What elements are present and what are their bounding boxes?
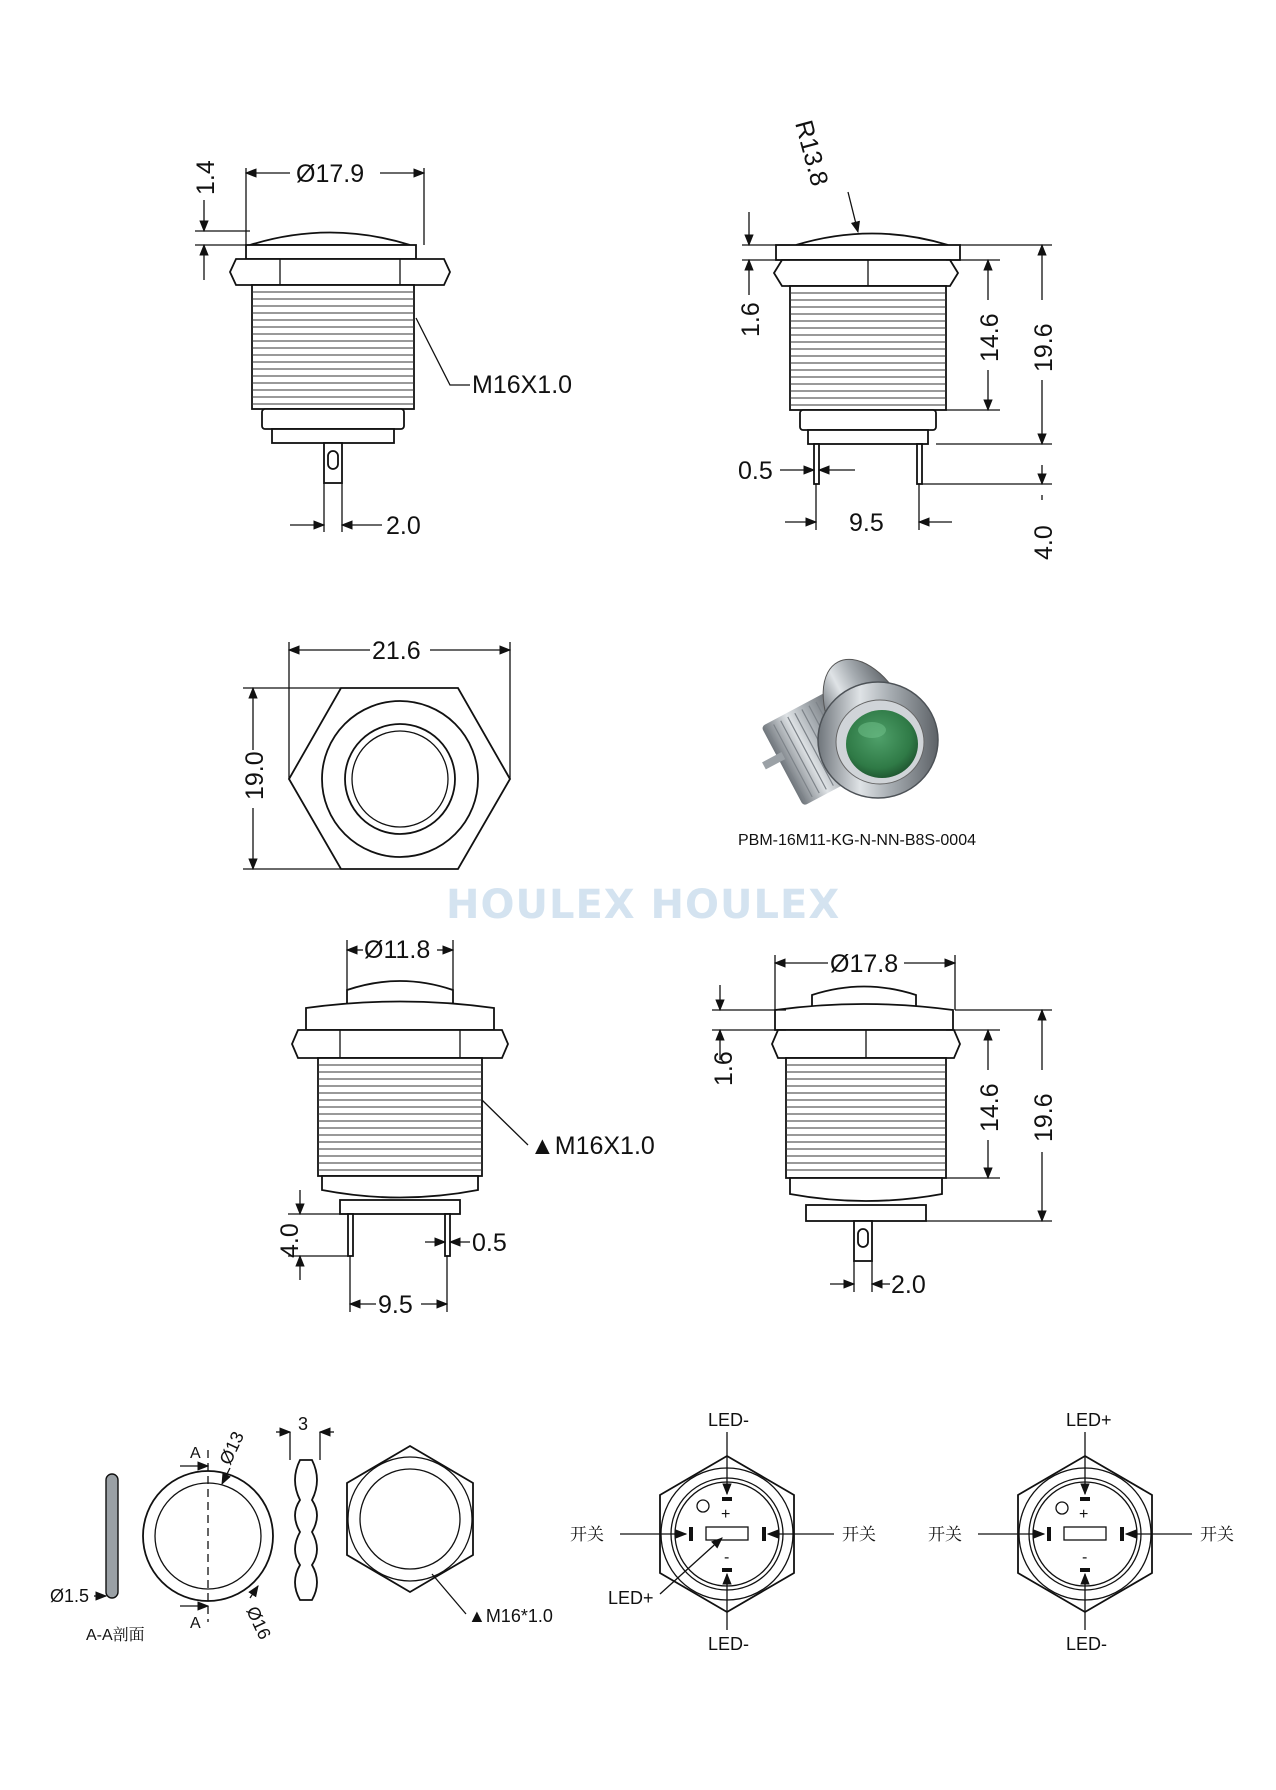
dim-total-height: 19.6 [1030,1093,1058,1142]
polarity-plus: + [1079,1506,1089,1523]
dim-pin-thickness: 0.5 [738,457,773,485]
dim-outer-diameter: Ø17.9 [296,160,365,188]
dim-thickness: 3 [298,1414,309,1434]
dim-pin-length: 4.0 [1030,525,1058,560]
view-front-middle-right [710,950,1058,1299]
thread-spec: M16X1.0 [472,371,573,399]
view-front-top-left [192,160,572,540]
cut-label-bottom: A [190,1615,201,1632]
nut-view [347,1446,553,1626]
dim-head-height: 1.4 [192,160,220,195]
green-cap [846,710,918,778]
label-right: 开关 [842,1525,876,1545]
view-side-top-right [737,117,1058,560]
cut-label-top: A [190,1445,201,1462]
label-top: LED- [708,1410,750,1430]
polarity-plus: + [721,1506,731,1523]
label-bottom: LED- [708,1634,750,1654]
polarity-minus: - [724,1549,730,1566]
dim-flange: 1.6 [710,1051,738,1086]
label-left: 开关 [928,1525,962,1545]
view-front-middle-left [276,936,655,1319]
dim-hex-width: 21.6 [372,637,421,665]
dim-pin-length: 4.0 [276,1223,304,1258]
wiring-diagram-1 [570,1410,876,1654]
view-hex-top [241,637,510,869]
wiring-diagram-2 [928,1410,1234,1654]
label-right: 开关 [1200,1525,1234,1545]
dim-pin-pitch: 9.5 [849,509,884,537]
part-number: PBM-16M11-KG-N-NN-B8S-0004 [738,832,976,849]
label-top: LED+ [1066,1410,1112,1430]
dim-body-height: 14.6 [976,313,1004,362]
thread-spec: ▲M16*1.0 [468,1606,553,1626]
dim-pin-pitch: 9.5 [378,1291,413,1319]
label-bottom: LED- [1066,1634,1108,1654]
dim-pin-width: 2.0 [386,512,421,540]
dim-total-height: 19.6 [1030,323,1058,372]
dim-body-height: 14.6 [976,1083,1004,1132]
washer-side [276,1414,334,1600]
label-bottom-left: LED+ [608,1588,654,1608]
polarity-minus: - [1082,1549,1088,1566]
thread-spec: ▲M16X1.0 [530,1132,655,1160]
watermark: HOULEX HOULEX [446,882,841,928]
o-ring-plan [143,1428,275,1642]
o-ring-section [50,1474,145,1644]
dim-cap-diameter: Ø11.8 [364,936,431,964]
product-photo [737,644,976,849]
dim-outer-diameter: Ø16 [242,1603,275,1643]
dim-pin-width: 2.0 [891,1271,926,1299]
dim-cap-radius: R13.8 [789,117,834,189]
dim-hex-height: 19.0 [241,751,269,800]
dim-outer-diameter: Ø17.8 [830,950,899,978]
dim-flange: 1.6 [737,302,765,337]
dim-pin-thickness: 0.5 [472,1229,507,1257]
dim-section-diameter: Ø1.5 [50,1586,90,1606]
section-label: A-A剖面 [86,1627,145,1644]
dim-inner-diameter: Ø13 [215,1428,249,1468]
label-left: 开关 [570,1525,604,1545]
